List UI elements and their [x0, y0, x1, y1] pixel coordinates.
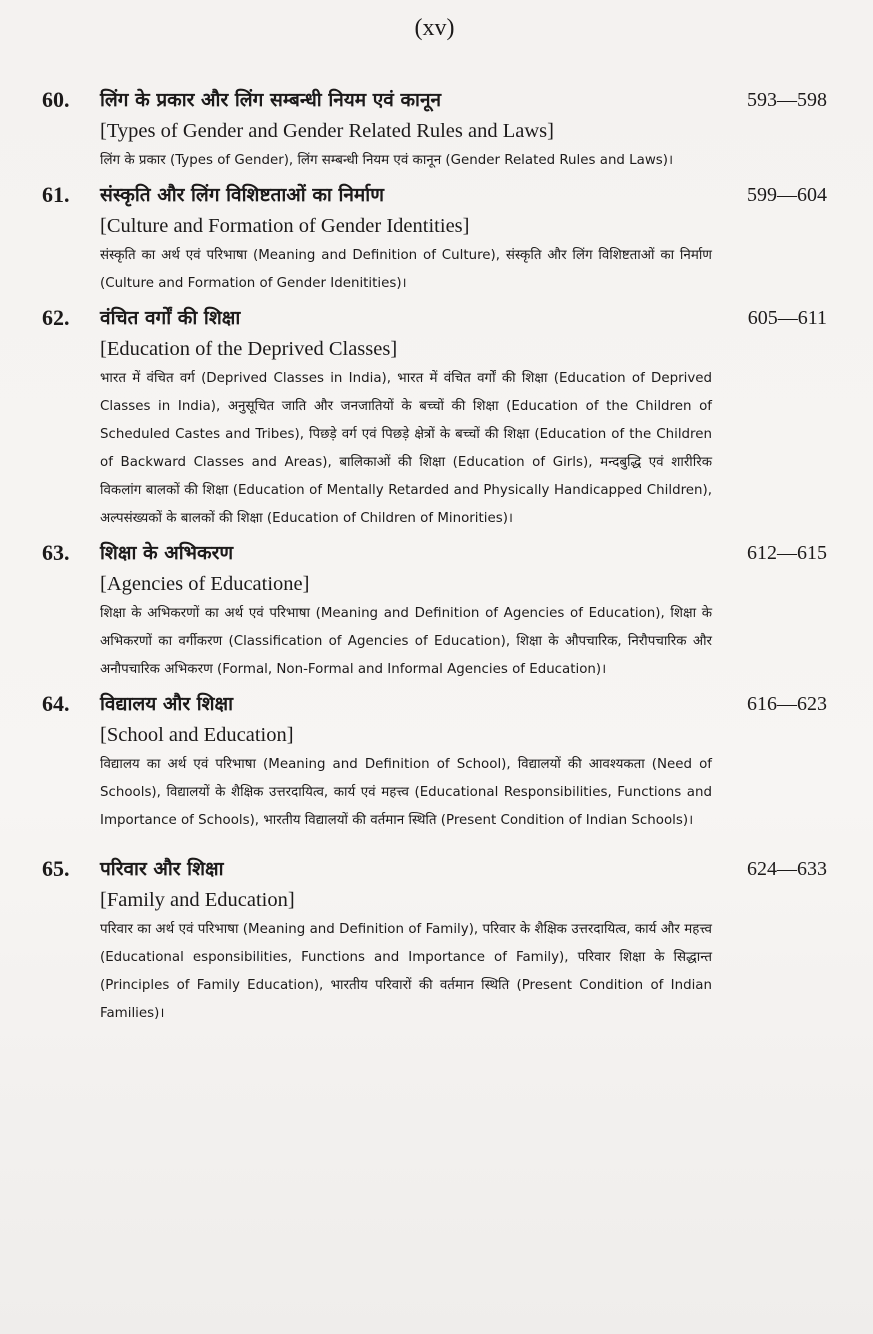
entry-title-hindi: वंचित वर्गों की शिक्षा: [100, 307, 241, 329]
entry-page-range: 616—623: [747, 693, 827, 715]
entry-description: शिक्षा के अभिकरणों का अर्थ एवं परिभाषा (Meaning and Definition of Agencies of Education), शिक्षा के अभिकरणों का वर्गीकरण (Classification of Agencies of Education), शिक्षा के औपचारिक, निरौपचारिक और अनौपचारिक अभिकरण (Formal, Non-Formal and Informal Agencies of Education)।: [100, 606, 712, 677]
entry-number: 62.: [42, 305, 70, 330]
entry-title-hindi: शिक्षा के अभिकरण: [100, 542, 234, 564]
entry-page-range: 612—615: [747, 542, 827, 564]
entry-title-hindi: परिवार और शिक्षा: [100, 858, 224, 880]
toc-entry-64: [42, 690, 827, 835]
entry-body: [100, 690, 827, 835]
toc-entry-62: [42, 304, 827, 533]
entry-description: लिंग के प्रकार (Types of Gender), लिंग सम्बन्धी नियम एवं कानून (Gender Related Rules and Laws)।: [100, 153, 674, 168]
entry-number: 60.: [42, 87, 70, 112]
entry-page-range: 599—604: [747, 184, 827, 206]
entry-head: [100, 690, 827, 718]
entry-title-english: [Family and Education]: [100, 889, 295, 911]
entry-description: भारत में वंचित वर्ग (Deprived Classes in India), भारत में वंचित वर्गों की शिक्षा (Education of Deprived Classes in India), अनुसूचित जाति और जनजातियों के बच्चों की शिक्षा (Education of the Children of Scheduled Castes and Tribes), पिछड़े वर्ग एवं पिछड़े क्षेत्रों के बच्चों की शिक्षा (Education of the Children of Backward Classes and Areas), बालिकाओं की शिक्षा (Education of Girls), मन्दबुद्धि एवं शारीरिक विकलांग बालकों की शिक्षा (Education of Mentally Retarded and Physically Handicapped Children), अल्पसंख्यकों के बालकों की शिक्षा (Education of Children of Minorities)।: [100, 371, 712, 526]
toc-entry-61: [42, 181, 827, 298]
entry-title-hindi: लिंग के प्रकार और लिंग सम्बन्धी नियम एवं कानून: [100, 89, 442, 111]
entry-body: [100, 86, 827, 175]
entry-body: [100, 304, 827, 533]
page-number: (xv): [414, 15, 455, 41]
entry-head: [100, 855, 827, 883]
entry-body: [100, 539, 827, 684]
entry-title-english: [Culture and Formation of Gender Identities]: [100, 215, 470, 237]
entry-number: 65.: [42, 856, 70, 881]
entry-head: [100, 539, 827, 567]
entry-number: 63.: [42, 540, 70, 565]
entry-body: [100, 181, 827, 298]
entry-number: 61.: [42, 182, 70, 207]
entry-title-english: [School and Education]: [100, 724, 294, 746]
entry-page-range: 624—633: [747, 858, 827, 880]
entry-number: 64.: [42, 691, 70, 716]
entry-head: [100, 181, 827, 209]
entry-title-english: [Education of the Deprived Classes]: [100, 338, 398, 360]
entry-title-hindi: विद्यालय और शिक्षा: [100, 693, 234, 715]
entry-description: परिवार का अर्थ एवं परिभाषा (Meaning and Definition of Family), परिवार के शैक्षिक उत्तरदायित्व, कार्य और महत्त्व (Educational esponsibilities, Functions and Importance of Family), परिवार शिक्षा के सिद्धान्त (Principles of Family Education), भारतीय परिवारों की वर्तमान स्थिति (Present Condition of Indian Families)।: [100, 922, 712, 1021]
entry-head: [100, 86, 827, 114]
entry-body: [100, 855, 827, 1028]
entry-page-range: 593—598: [747, 89, 827, 111]
entry-title-english: [Agencies of Educatione]: [100, 573, 310, 595]
toc-entry-65: [42, 855, 827, 1028]
toc-entry-63: [42, 539, 827, 684]
entry-description: विद्यालय का अर्थ एवं परिभाषा (Meaning and Definition of School), विद्यालयों की आवश्यकता (Need of Schools), विद्यालयों के शैक्षिक उत्तरदायित्व, कार्य एवं महत्त्व (Educational Responsibilities, Functions and Importance of Schools), भारतीय विद्यालयों की वर्तमान स्थिति (Present Condition of Indian Schools)।: [100, 757, 712, 828]
entry-title-hindi: संस्कृति और लिंग विशिष्टताओं का निर्माण: [100, 184, 384, 206]
section-gap: [42, 841, 827, 855]
entry-description: संस्कृति का अर्थ एवं परिभाषा (Meaning and Definition of Culture), संस्कृति और लिंग विशिष्टताओं का निर्माण (Culture and Formation of Gender Idenitities)।: [100, 248, 712, 291]
entry-title-english: [Types of Gender and Gender Related Rules and Laws]: [100, 120, 554, 142]
toc-entry-60: [42, 86, 827, 175]
entry-head: [100, 304, 827, 332]
entry-page-range: 605—611: [747, 307, 827, 329]
